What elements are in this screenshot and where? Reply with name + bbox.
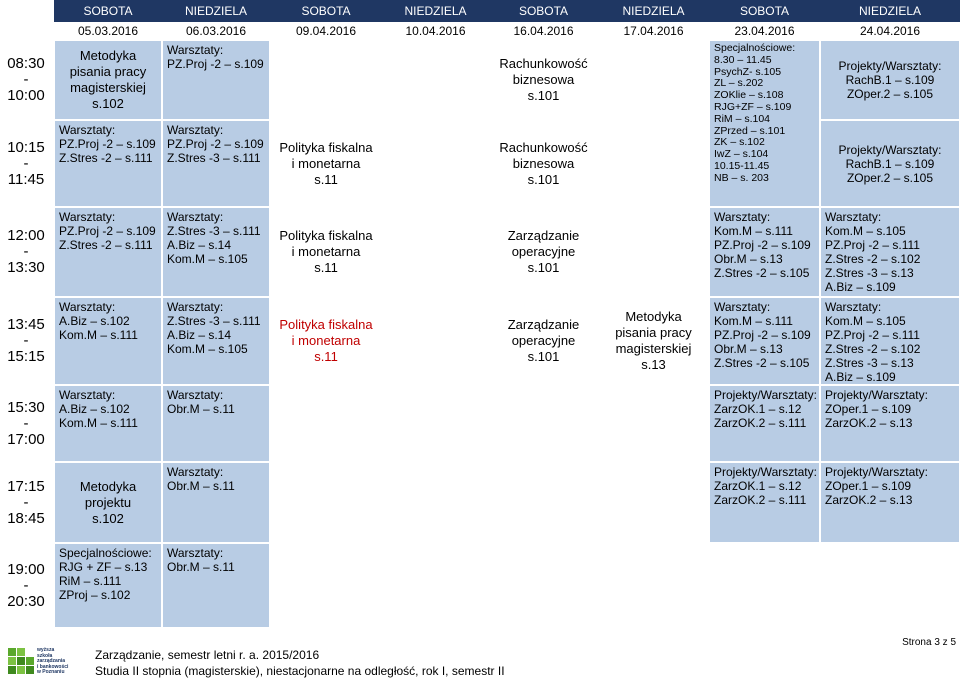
cell-line: pisania pracy [615,325,692,340]
cell-line: s.101 [527,171,560,187]
class-cell [163,463,269,542]
date-header-4: 10.04.2016 [405,24,466,38]
cell-line: Metodyka [79,478,137,494]
cell-line: Warsztaty: [59,300,116,314]
cell-line: A.Biz – s.14 [167,328,232,342]
cell-line: Z.Stres -3 – s.111 [167,224,261,238]
cell-line: Kom.M – s.105 [825,314,906,328]
cell-line: Projekty/Warsztaty: [825,388,928,402]
cell-line: Z.Stres -2 – s.105 [714,356,810,370]
cell-line: biznesowa [512,155,575,171]
cell-line: Rachunkowość [499,139,588,155]
cell-line: Kom.M – s.111 [59,328,138,342]
cell-line: Z.Stres -2 – s.111 [59,238,153,252]
logo-text-line: w Poznaniu [37,669,65,676]
footer-line-1: Zarządzanie, semestr letni r. a. 2015/2016 [95,648,320,662]
day-header-6: NIEDZIELA [598,0,709,22]
cell-line: Obr.M – s.11 [167,402,235,416]
cell-line: - [23,576,29,594]
class-cell [271,208,381,296]
cell-line: biznesowa [512,72,575,87]
cell-line: Warsztaty: [167,43,224,57]
cell-line: Z.Stres -2 – s.102 [825,342,921,356]
cell-line: Kom.M – s.111 [714,314,793,328]
class-cell [710,386,819,461]
cell-line: RachB.1 – s.109 [845,73,935,87]
cell-line: 19:00 [7,560,45,578]
cell-line: Polityka fiskalna [279,139,373,155]
logo-text-line: wyższa [37,647,55,653]
cell-line: RiM – s.104 [714,112,771,125]
cell-line: 10:00 [7,87,45,104]
class-cell [490,298,597,384]
time-slot-3 [0,207,52,297]
class-cell [821,463,959,542]
cell-line: ZOper.1 – s.109 [825,479,912,493]
cell-line: Z.Stres -3 – s.13 [825,356,914,370]
day-header-7: SOBOTA [709,0,820,22]
cell-line: ZarzOK.2 – s.13 [825,416,913,430]
cell-line: ZarzOK.1 – s.12 [714,479,802,493]
class-cell [710,463,819,542]
page-number: Strona 3 z 5 [902,637,956,648]
cell-line: operacyjne [511,244,576,259]
cell-line: magisterskiej [615,341,692,356]
logo-squares-icon [8,648,34,674]
cell-line: Projekty/Warsztaty: [838,59,942,73]
cell-line: Warsztaty: [59,210,116,224]
cell-line: i monetarna [291,333,361,348]
cell-line: 10:15 [7,138,45,156]
cell-line: PZ.Proj -2 – s.109 [714,238,811,252]
day-header-2: NIEDZIELA [162,0,270,22]
cell-line: A.Biz – s.102 [59,402,130,416]
cell-line: - [23,71,29,88]
class-cell [599,298,708,384]
class-cell [55,121,161,206]
cell-line: RiM – s.111 [59,574,122,588]
cell-line: Zarządzanie [507,228,580,243]
class-cell [710,41,819,206]
cell-line: 15:30 [7,398,45,416]
time-slot-1 [0,40,52,120]
cell-line: 8.30 – 11.45 [714,53,772,66]
cell-line: s.11 [314,171,338,187]
class-cell [163,298,269,384]
cell-line: Rachunkowość [499,56,588,71]
cell-line: 13:45 [7,316,45,333]
cell-line: Warsztaty: [59,388,116,402]
wsb-logo [8,648,88,678]
cell-line: Kom.M – s.105 [825,224,906,238]
date-header-6: 17.04.2016 [623,24,684,38]
cell-line: PZ.Proj -2 – s.111 [825,328,920,342]
cell-line: Obr.M – s.11 [167,560,235,574]
cell-line: 17:15 [7,477,45,495]
cell-line: Specjalnościowe: [714,42,796,54]
cell-line: 12:00 [7,227,45,244]
cell-line: Projekty/Warsztaty: [838,142,942,157]
cell-line: s.11 [314,260,338,275]
cell-line: 15:15 [7,348,45,365]
class-cell [163,208,269,296]
class-cell [490,208,597,296]
day-header-1: SOBOTA [54,0,162,22]
cell-line: Obr.M – s.11 [167,479,235,493]
class-cell [821,208,959,296]
cell-line: Warsztaty: [825,300,882,314]
cell-line: - [23,243,29,260]
cell-line: RJG+ZF – s.109 [714,100,792,113]
cell-line: - [23,414,29,432]
cell-line: s.101 [527,88,560,103]
class-cell [163,41,269,119]
cell-line: A.Biz – s.102 [59,314,130,328]
cell-line: i monetarna [291,244,361,259]
day-header-3: SOBOTA [270,0,382,22]
cell-line: 08:30 [7,55,45,72]
cell-line: PZ.Proj -2 – s.109 [59,137,156,151]
cell-line: ZarzOK.2 – s.111 [714,493,807,507]
class-cell [821,121,959,206]
time-slot-7 [0,543,52,628]
cell-line: Projekty/Warsztaty: [714,388,817,402]
day-header-8: NIEDZIELA [820,0,960,22]
cell-line: s.101 [527,260,560,275]
cell-line: PZ.Proj -2 – s.111 [825,238,920,252]
cell-line: RachB.1 – s.109 [845,156,935,171]
class-cell [55,544,161,627]
cell-line: Warsztaty: [59,123,116,137]
logo-text-line: szkoła [37,652,53,659]
date-header-3: 09.04.2016 [295,24,357,38]
class-cell [163,544,269,627]
cell-line: A.Biz – s.14 [167,238,232,252]
cell-line: ZOKlie – s.108 [714,89,784,102]
cell-line: Kom.M – s.105 [167,252,248,266]
cell-line: ZProj – s.102 [59,588,131,602]
cell-line: Warsztaty: [714,300,771,314]
cell-line: Zarządzanie [507,317,580,332]
time-slot-2 [0,120,52,207]
cell-line: Z.Stres -3 – s.111 [167,314,261,328]
time-slot-6 [0,462,52,543]
time-slot-4 [0,297,52,385]
logo-text-line: zarządzania [37,658,66,665]
cell-line: Kom.M – s.105 [167,342,248,356]
cell-line: Kom.M – s.111 [59,416,138,430]
cell-line: pisania pracy [69,64,147,79]
cell-line: Obr.M – s.13 [714,252,783,266]
class-cell [55,463,161,542]
cell-line: NB – s. 203 [714,171,769,184]
cell-line: ZarzOK.2 – s.13 [825,493,913,507]
cell-line: ZOper.2 – s.105 [846,170,934,185]
cell-line: Warsztaty: [714,210,771,224]
day-header-4: NIEDZIELA [382,0,489,22]
cell-line: s.11 [314,349,338,364]
cell-line: Z.Stres -2 – s.111 [59,151,153,165]
cell-line: Warsztaty: [167,300,224,314]
class-cell [271,121,381,206]
cell-line: Polityka fiskalna [279,317,373,332]
class-cell [55,298,161,384]
class-cell [710,208,819,296]
class-cell [821,41,959,119]
cell-line: s.102 [92,510,124,526]
logo-text-line: i bankowości [37,663,69,670]
cell-line: RJG + ZF – s.13 [59,560,148,574]
logo-text [37,648,68,676]
cell-line: Z.Stres -2 – s.105 [714,266,810,280]
time-slot-5 [0,385,52,462]
cell-line: - [23,154,29,172]
cell-line: Specjalnościowe: [59,546,152,560]
date-header-5: 16.04.2016 [513,24,574,38]
cell-line: Obr.M – s.13 [714,342,783,356]
class-cell [55,208,161,296]
class-cell [163,121,269,206]
cell-line: PZ.Proj -2 – s.109 [167,57,264,71]
cell-line: Projekty/Warsztaty: [714,465,817,479]
class-cell [710,298,819,384]
cell-line: Warsztaty: [167,388,224,402]
cell-line: projektu [84,494,132,510]
class-cell [271,298,381,384]
cell-line: Projekty/Warsztaty: [825,465,928,479]
class-cell [821,386,959,461]
cell-line: 18:45 [7,509,45,527]
cell-line: Metodyka [79,48,137,63]
cell-line: operacyjne [511,333,576,348]
cell-line: s.102 [92,96,124,111]
class-cell [490,41,597,119]
class-cell [163,386,269,461]
class-cell [490,121,597,206]
cell-line: 20:30 [7,592,45,610]
cell-line: - [23,493,29,511]
date-header-7: 23.04.2016 [734,24,795,38]
cell-line: i monetarna [291,155,361,171]
cell-line: ZOper.2 – s.105 [846,87,934,101]
cell-line: 10.15-11.45 [714,159,770,172]
cell-line: ZPrzed – s.101 [714,124,786,137]
cell-line: A.Biz – s.109 [825,370,896,384]
date-header-2: 06.03.2016 [185,24,247,38]
cell-line: ZL – s.202 [714,77,764,90]
cell-line: 17:00 [7,430,45,448]
cell-line: magisterskiej [70,80,146,95]
cell-line: Kom.M – s.111 [714,224,793,238]
class-cell [55,41,161,119]
cell-line: s.101 [527,349,560,364]
date-header-8: 24.04.2016 [859,24,921,38]
cell-line: Z.Stres -3 – s.111 [167,151,261,165]
cell-line: 11:45 [7,170,45,188]
cell-line: PZ.Proj -2 – s.109 [714,328,811,342]
cell-line: PsychZ- s.105 [714,65,782,78]
cell-line: 13:30 [7,259,45,276]
cell-line: Metodyka [625,309,682,324]
cell-line: PZ.Proj -2 – s.109 [59,224,156,238]
cell-line: s.13 [641,357,666,372]
class-cell [55,386,161,461]
cell-line: Z.Stres -2 – s.102 [825,252,921,266]
cell-line: Warsztaty: [167,123,224,137]
cell-line: Polityka fiskalna [279,228,373,243]
date-header-1: 05.03.2016 [77,24,139,38]
cell-line: ZarzOK.1 – s.12 [714,402,802,416]
cell-line: ZK – s.102 [714,136,765,149]
cell-line: - [23,332,29,349]
cell-line: Warsztaty: [167,465,224,479]
cell-line: PZ.Proj -2 – s.109 [167,137,264,151]
cell-line: IwZ – s.104 [714,148,769,161]
cell-line: ZarzOK.2 – s.111 [714,416,807,430]
cell-line: A.Biz – s.109 [825,280,896,294]
footer-line-2: Studia II stopnia (magisterskie), niestacjonarne na odległość, rok I, semestr II [95,664,505,678]
day-header-5: SOBOTA [489,0,598,22]
cell-line: Z.Stres -3 – s.13 [825,266,914,280]
cell-line: ZOper.1 – s.109 [825,402,912,416]
cell-line: Warsztaty: [825,210,882,224]
cell-line: Warsztaty: [167,210,224,224]
class-cell [821,298,959,384]
cell-line: Warsztaty: [167,546,224,560]
